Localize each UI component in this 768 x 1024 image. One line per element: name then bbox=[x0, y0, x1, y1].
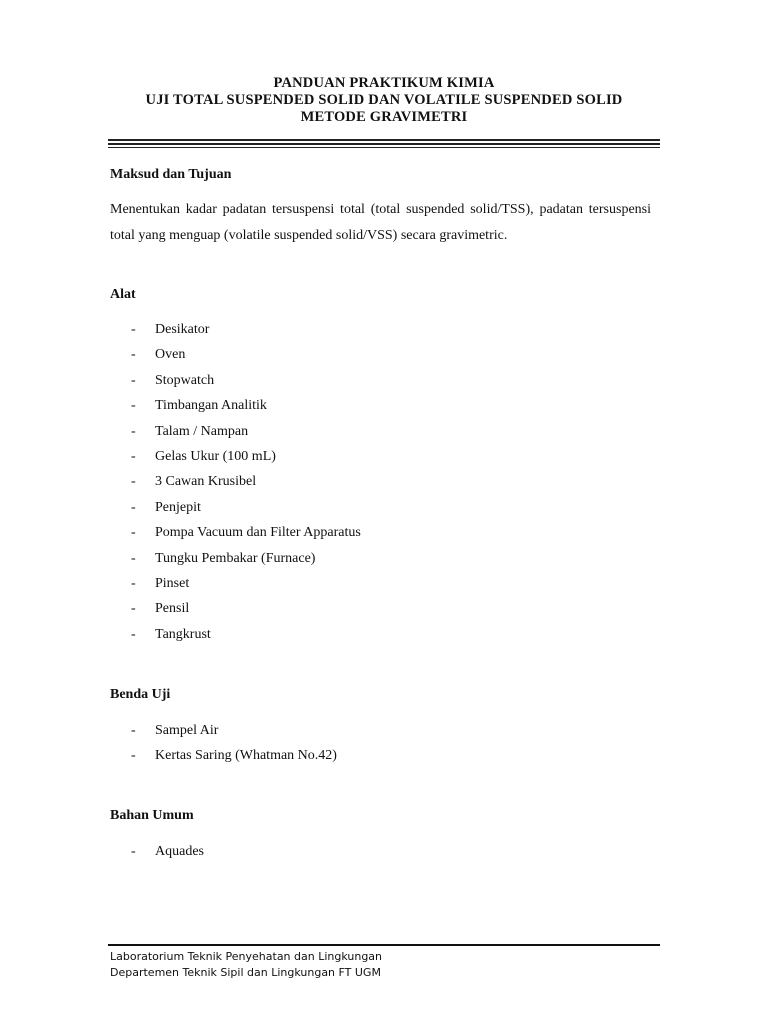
section-title-benda-uji: Benda Uji bbox=[110, 687, 171, 702]
list-bullet: - bbox=[131, 347, 136, 363]
list-bullet: - bbox=[131, 626, 136, 642]
list-item-text: Sampel Air bbox=[155, 723, 219, 738]
list-item-text: 3 Cawan Krusibel bbox=[155, 474, 257, 490]
header-rule-top bbox=[108, 139, 660, 141]
list-bullet: - bbox=[131, 423, 136, 439]
footer-rule bbox=[108, 944, 660, 946]
header-title-line-3: METODE GRAVIMETRI bbox=[300, 109, 468, 125]
list-bullet: - bbox=[131, 448, 136, 464]
document-header bbox=[0, 75, 768, 126]
list-bullet: - bbox=[131, 372, 136, 388]
list-bullet: - bbox=[131, 474, 136, 490]
list-bullet: - bbox=[131, 844, 136, 859]
section-title-alat: Alat bbox=[110, 287, 136, 302]
list-item-text: Kertas Saring (Whatman No.42) bbox=[155, 748, 337, 764]
list-bullet: - bbox=[131, 748, 136, 764]
list-bullet: - bbox=[131, 398, 136, 414]
list-item-text: Pensil bbox=[155, 601, 190, 617]
list-item-text: Pompa Vacuum dan Filter Apparatus bbox=[155, 525, 361, 541]
list-item-text: Oven bbox=[155, 347, 186, 363]
list-bullet: - bbox=[131, 499, 136, 515]
list-item-text: Desikator bbox=[155, 322, 210, 337]
list-item-text: Stopwatch bbox=[155, 372, 215, 388]
list-item-text: Talam / Nampan bbox=[155, 423, 249, 439]
header-title-line-2: UJI TOTAL SUSPENDED SOLID DAN VOLATILE SUSPENDED SOLID bbox=[145, 92, 623, 108]
header-rule-middle bbox=[108, 143, 660, 145]
list-item-text: Timbangan Analitik bbox=[155, 398, 267, 414]
list-item-text: Tangkrust bbox=[155, 626, 211, 642]
header-title-line-1: PANDUAN PRAKTIKUM KIMIA bbox=[273, 75, 495, 91]
list-item-text: Pinset bbox=[155, 575, 190, 591]
footer-line-2: Departemen Teknik Sipil dan Lingkungan FT UGM bbox=[110, 966, 381, 979]
list-bullet: - bbox=[131, 601, 136, 617]
page-footer bbox=[110, 949, 382, 981]
list-bullet: - bbox=[131, 575, 136, 591]
list-item-text: Tungku Pembakar (Furnace) bbox=[155, 550, 316, 566]
footer-line-1: Laboratorium Teknik Penyehatan dan Lingkungan bbox=[110, 950, 383, 963]
list-item-text: Aquades bbox=[155, 844, 204, 859]
section-title-bahan-umum: Bahan Umum bbox=[110, 808, 194, 823]
section-text-maksud: Menentukan kadar padatan tersuspensi total (total suspended solid/TSS), padatan tersuspensi total yang menguap (volatile suspended solid/VSS) secara gravimetric. bbox=[110, 202, 651, 243]
list-bullet: - bbox=[131, 550, 136, 566]
list-bullet: - bbox=[131, 525, 136, 541]
list-bullet: - bbox=[131, 723, 136, 738]
section-title-maksud: Maksud dan Tujuan bbox=[110, 167, 232, 182]
list-item-text: Gelas Ukur (100 mL) bbox=[155, 448, 276, 464]
list-bullet: - bbox=[131, 322, 136, 337]
list-item-text: Penjepit bbox=[155, 499, 201, 515]
header-rule-bottom bbox=[108, 147, 660, 148]
